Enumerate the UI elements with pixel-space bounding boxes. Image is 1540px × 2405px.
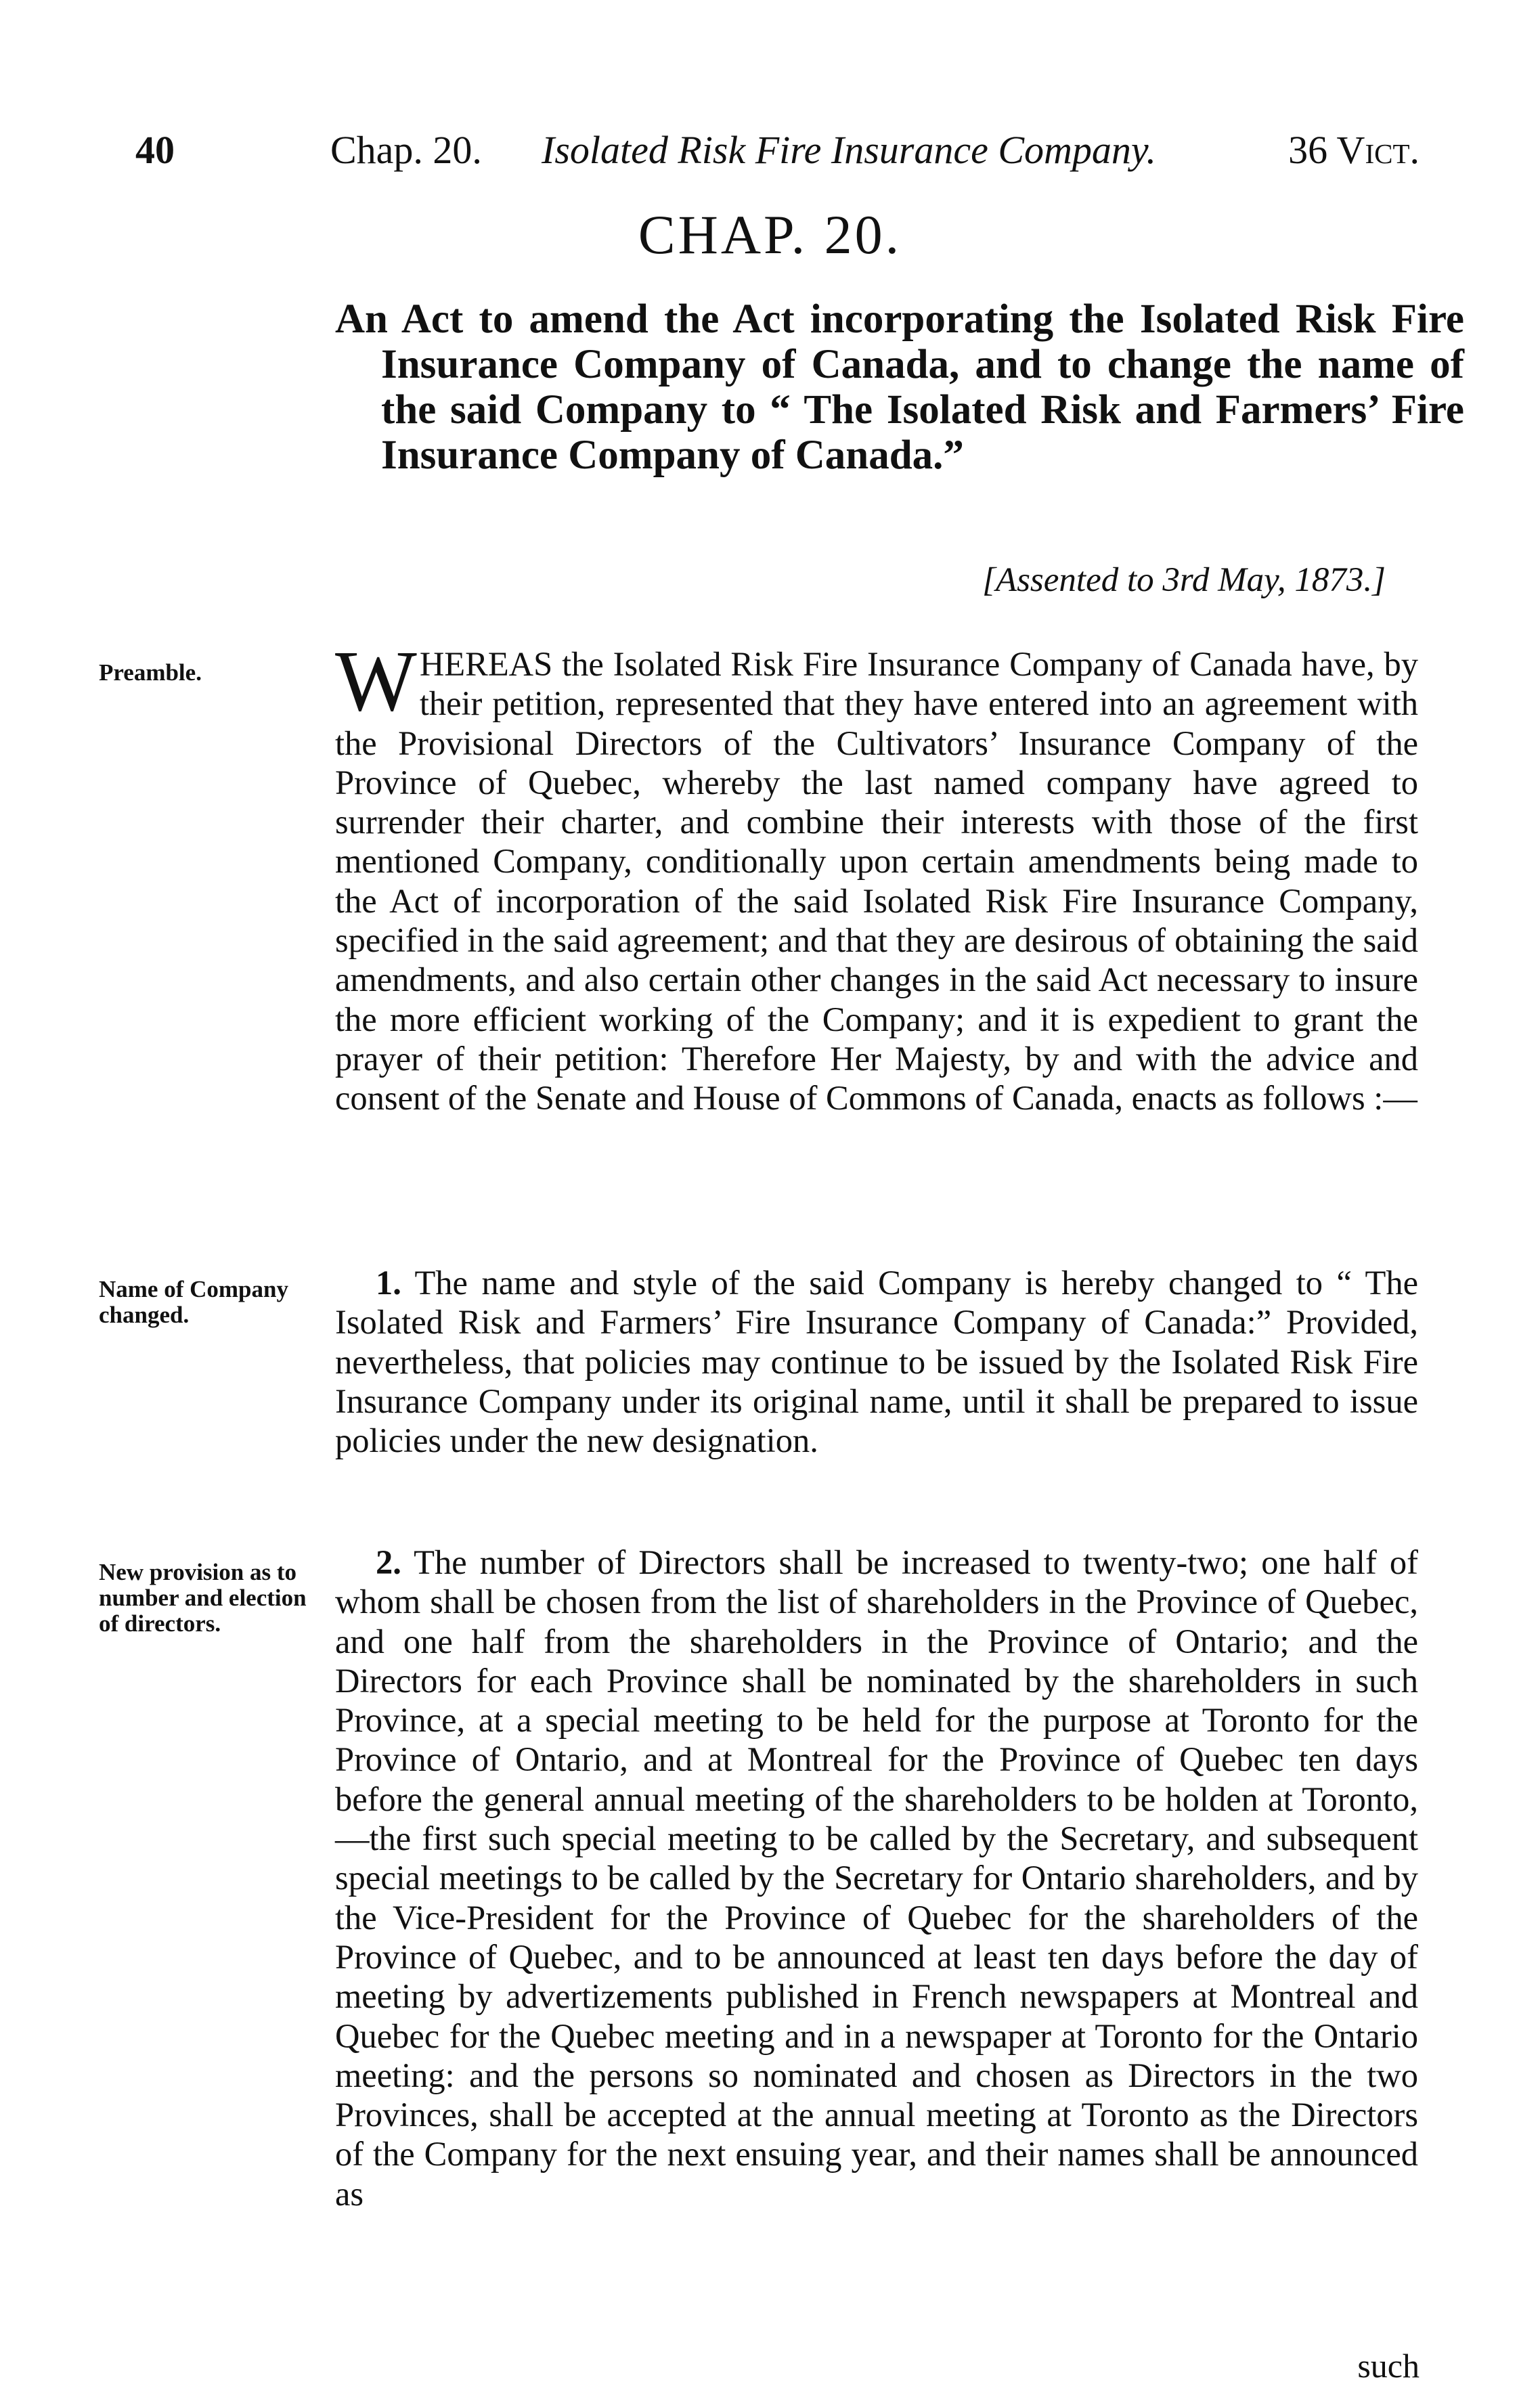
section-text: The name and style of the said Company is hereby changed to “ The Isolated Risk and Farmers’ Fire Insurance Company of Canada:” Provided, nevertheless, that policies may continue to be issued by the Isolated Risk Fire Insurance Company under its original name, until it shall be prepared to issue policies under the new designation. [335, 1264, 1418, 1460]
section-text: The number of Directors shall be increased to twenty-two; one half of whom shall be chosen from the list of shareholders in the Province of Quebec, and one half from the shareholders in the Province of Ontario; and the Directors for each Province shall be nominated by the shareholders in such Province, at a special meeting to be held for the purpose at Toronto for the Province of Ontario, and at Montreal for the Province of Quebec ten days before the general annual meeting of the shareholders to be holden at Toronto,—the first such special meeting to be called by the Secretary, and subsequent special meetings to be called by the Secretary for Ontario shareholders, and by the Vice-President for the Province of Quebec for the shareholders of the Province of Quebec, and to be announced at least ten days before the day of meeting by advertizements published in French newspapers at Montreal and Quebec for the Quebec meeting and in a newspaper at Toronto for the Ontario meeting: and the persons so nominated and chosen as Directors in the two Provinces, shall be accepted at the annual meeting at Toronto as the Directors of the Company for the next ensuing year, and their names shall be announced as [335, 1543, 1418, 2213]
chapter-heading: CHAP. 20. [638, 204, 902, 265]
assent-date: [Assented to 3rd May, 1873.] [982, 561, 1386, 599]
running-head [0, 127, 1540, 181]
section-1 [335, 1263, 1418, 1460]
marginal-note-section-2: New provision as to number and election of directors. [99, 1559, 307, 1637]
running-head-chapter: Chap. 20. [330, 128, 482, 172]
running-head-title: Isolated Risk Fire Insurance Company. [542, 128, 1156, 172]
section-number: 1. [376, 1264, 401, 1302]
running-head-regnal-year: 36 Vict. [1288, 128, 1420, 172]
preamble-text: HEREAS the Isolated Risk Fire Insurance Company of Canada have, by their petition, represented that they have entered into an agreement with the Provisional Directors of the Cultivators’ Insurance Company of the Province of Quebec, whereby the last named company have agreed to surrender their charter, and combine their interests with those of the first mentioned Company, conditionally upon certain amendments being made to the Act of incorporation of the said Isolated Risk Fire Insurance Company, specified in the said agreement; and that they are desirous of obtaining the said amendments, and also certain other changes in the said Act necessary to insure the more efficient working of the Company; and it is expedient to grant the prayer of their petition: Therefore Her Majesty, by and with the advice and consent of the Senate and House of Commons of Canada, enacts as follows :— [335, 645, 1418, 1118]
catchword: such [1357, 2347, 1420, 2385]
section-2 [335, 1543, 1418, 2213]
marginal-note-preamble: Preamble. [99, 659, 202, 686]
marginal-note-section-1: Name of Company changed. [99, 1276, 288, 1328]
drop-cap: W [335, 633, 417, 729]
preamble-paragraph [335, 633, 1418, 1118]
section-number: 2. [376, 1543, 401, 1581]
page-number: 40 [135, 128, 175, 172]
act-long-title: An Act to amend the Act incorporating the Isolated Risk Fire Insurance Company of Canada, and to change the name of the said Company to “ The Isolated Risk and Farmers’ Fire Insurance Company of Canada.” [335, 296, 1464, 478]
